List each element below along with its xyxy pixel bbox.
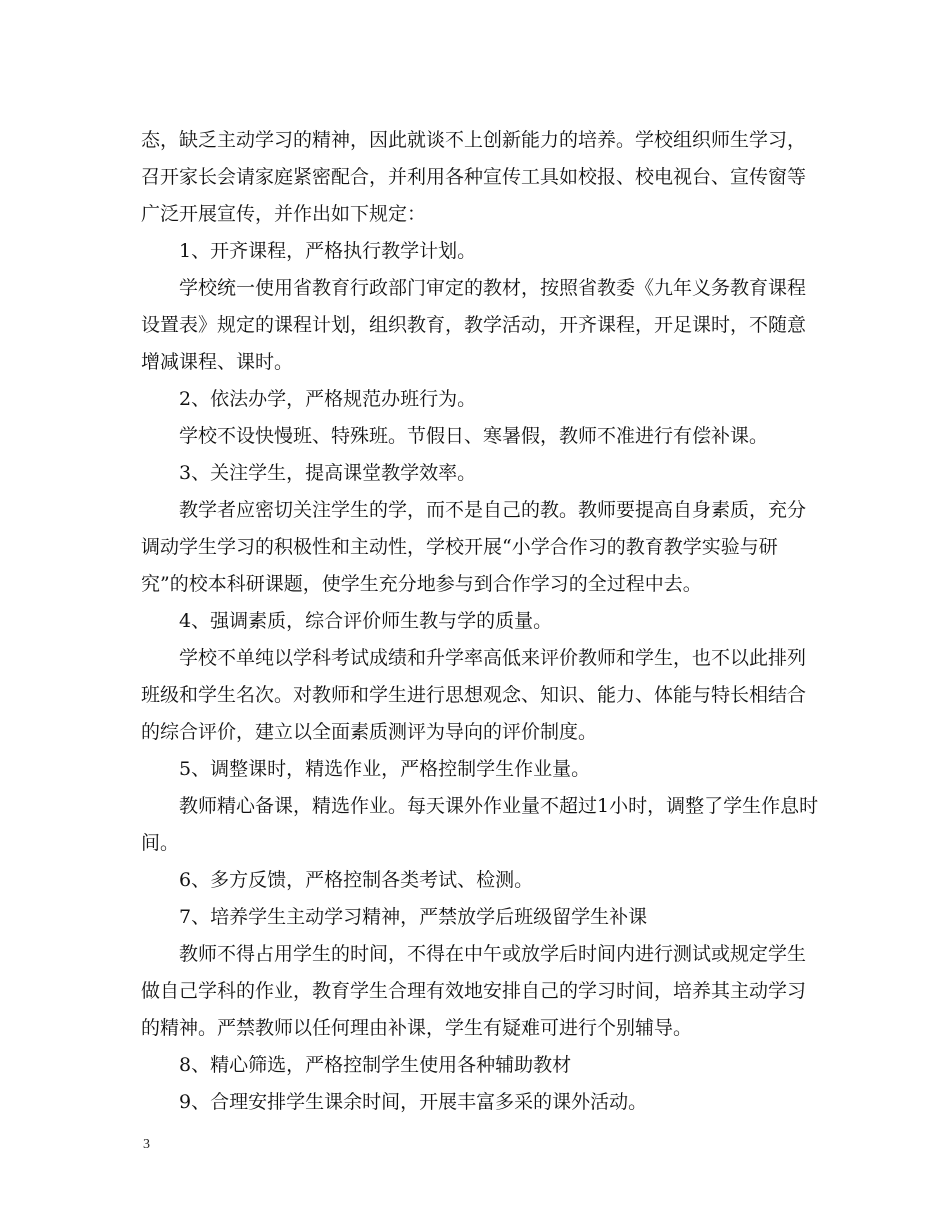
paragraph-item-2: 学校不设快慢班、特殊班。节假日、寒暑假，教师不准进行有偿补课。 (179, 425, 769, 447)
heading-item-5: 5、调整课时，精选作业，严格控制学生作业量。 (179, 758, 591, 780)
heading-item-3: 3、关注学生，提高课堂教学效率。 (179, 462, 477, 484)
heading-item-6: 6、多方反馈，严格控制各类考试、检测。 (179, 869, 534, 891)
heading-item-2: 2、依法办学，严格规范办班行为。 (179, 388, 477, 410)
paragraph-item-1: 学校统一使用省教育行政部门审定的教材，按照省教委《九年义务教育课程设置表》规定的课程计划，组织教育，教学活动，开齐课程，开足课时，不随意增减课程、课时。 (141, 277, 807, 373)
document-body (141, 122, 821, 1121)
page-number: 3 (143, 1137, 150, 1152)
heading-item-4: 4、强调素质，综合评价师生教与学的质量。 (179, 610, 553, 632)
paragraph-continuation: 态，缺乏主动学习的精神，因此就谈不上创新能力的培养。学校组织师生学习，召开家长会请家庭紧密配合，并利用各种宣传工具如校报、校电视台、宣传窗等广泛开展宣传，并作出如下规定： (141, 129, 807, 225)
paragraph-item-7: 教师不得占用学生的时间，不得在中午或放学后时间内进行测试或规定学生做自己学科的作业，教育学生合理有效地安排自己的学习时间，培养其主动学习的精神。严禁教师以任何理由补课，学生有疑难可进行个别辅导。 (141, 943, 807, 1039)
paragraph-item-4: 学校不单纯以学科考试成绩和升学率高低来评价教师和学生，也不以此排列班级和学生名次。对教师和学生进行思想观念、知识、能力、体能与特长相结合的综合评价，建立以全面素质测评为导向的评价制度。 (141, 647, 807, 743)
heading-item-9: 9、合理安排学生课余时间，开展丰富多采的课外活动。 (179, 1091, 648, 1113)
paragraph-item-5: 教师精心备课，精选作业。每天课外作业量不超过1小时，调整了学生作息时间。 (141, 795, 819, 854)
heading-item-1: 1、开齐课程，严格执行教学计划。 (179, 240, 477, 262)
heading-item-8: 8、精心筛选，严格控制学生使用各种辅助教材 (179, 1054, 572, 1076)
paragraph-item-3: 教学者应密切关注学生的学，而不是自己的教。教师要提高自身素质，充分调动学生学习的积极性和主动性，学校开展“小学合作习的教育教学实验与研究”的校本科研课题，使学生充分地参与到合作学习的全过程中去。 (141, 499, 807, 595)
heading-item-7: 7、培养学生主动学习精神，严禁放学后班级留学生补课 (179, 906, 648, 928)
